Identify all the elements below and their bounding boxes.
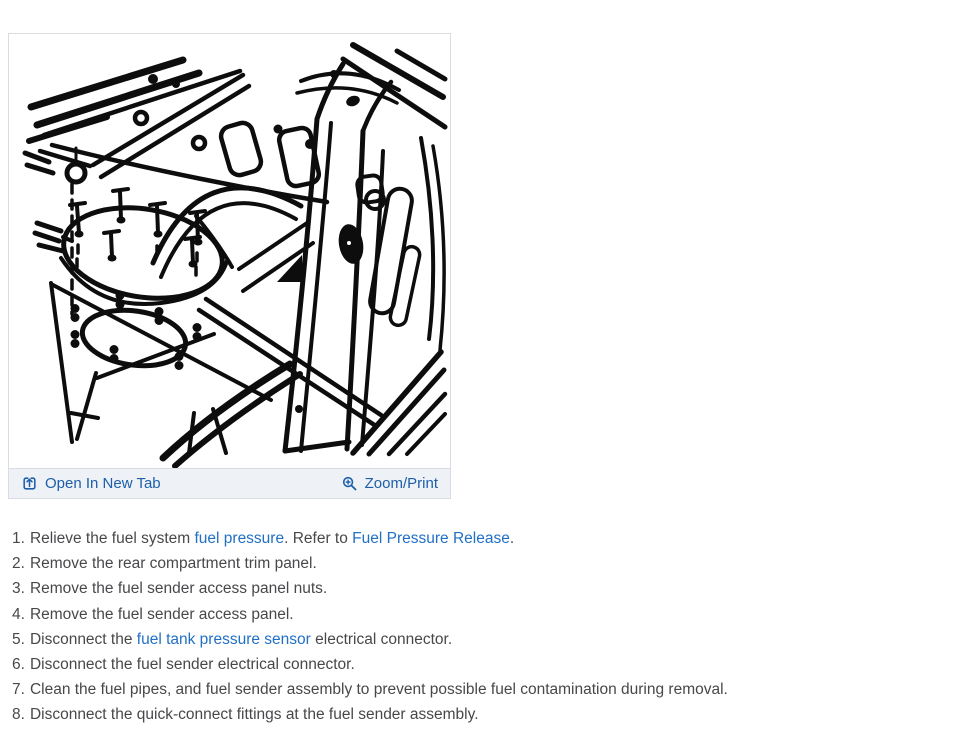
step-1-text-end: . bbox=[509, 530, 515, 547]
step-3-text: Remove the fuel sender access panel nuts. bbox=[29, 580, 328, 598]
open-in-new-tab-icon bbox=[21, 475, 38, 492]
step-4-text: Remove the fuel sender access panel. bbox=[29, 605, 294, 623]
step-8-number: 8. bbox=[12, 706, 25, 724]
fuel-tank-pressure-sensor-link[interactable]: fuel tank pressure sensor bbox=[136, 630, 311, 648]
step-1 bbox=[12, 526, 957, 551]
step-1-text: Relieve the fuel system bbox=[29, 530, 195, 547]
open-in-new-tab-link[interactable] bbox=[21, 475, 161, 492]
step-1-number: 1. bbox=[12, 530, 25, 547]
zoom-print-link[interactable] bbox=[341, 475, 438, 492]
step-5-text: Disconnect the bbox=[29, 630, 137, 648]
instruction-list bbox=[12, 526, 957, 728]
step-4-number: 4. bbox=[12, 605, 25, 623]
step-3-number: 3. bbox=[12, 580, 25, 598]
step-5-number: 5. bbox=[12, 630, 25, 648]
step-6 bbox=[12, 652, 957, 677]
step-8 bbox=[12, 702, 957, 727]
step-6-text: Disconnect the fuel sender electrical connector. bbox=[29, 656, 355, 674]
step-2 bbox=[12, 551, 957, 576]
step-7 bbox=[12, 677, 957, 702]
fuel-pressure-release-link[interactable]: Fuel Pressure Release bbox=[352, 530, 510, 547]
step-6-number: 6. bbox=[12, 656, 25, 674]
magnifier-plus-icon bbox=[341, 475, 358, 492]
fuel-pressure-link[interactable]: fuel pressure bbox=[194, 530, 285, 547]
step-2-text: Remove the rear compartment trim panel. bbox=[29, 555, 317, 573]
figure-toolbar bbox=[9, 468, 450, 498]
step-8-text: Disconnect the quick-connect fittings at the fuel sender assembly. bbox=[29, 706, 479, 724]
fuel-sender-diagram bbox=[9, 34, 450, 468]
open-in-new-tab-label: Open In New Tab bbox=[45, 475, 161, 492]
step-1-text-mid: . Refer to bbox=[284, 530, 353, 547]
step-4 bbox=[12, 602, 957, 627]
step-5 bbox=[12, 627, 957, 652]
step-5-text-end: electrical connector. bbox=[310, 630, 453, 648]
step-3 bbox=[12, 576, 957, 601]
zoom-print-label: Zoom/Print bbox=[364, 475, 438, 492]
figure-card bbox=[8, 33, 451, 499]
step-7-number: 7. bbox=[12, 681, 25, 699]
step-2-number: 2. bbox=[12, 555, 25, 573]
step-7-text: Clean the fuel pipes, and fuel sender assembly to prevent possible fuel contamination during removal. bbox=[29, 681, 728, 699]
